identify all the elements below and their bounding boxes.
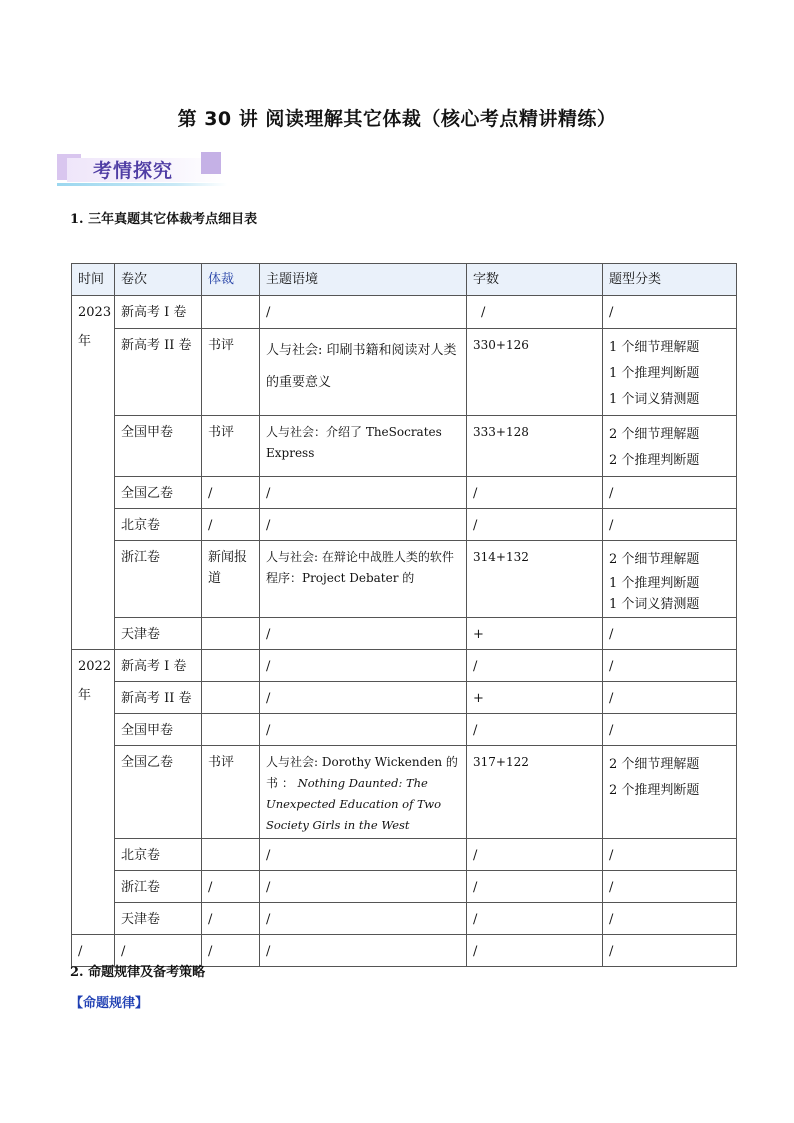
genre-cell: 书评 (202, 329, 260, 416)
genre-cell: / (202, 871, 260, 903)
paper-cell: / (115, 935, 202, 967)
table-row (72, 682, 737, 714)
types-cell: / (603, 650, 737, 682)
page-title: 第 30 讲 阅读理解其它体裁（核心考点精讲精练） (177, 108, 617, 130)
paper-cell: 天津卷 (115, 618, 202, 650)
banner-underline (57, 183, 227, 186)
words-cell: / (467, 903, 603, 935)
words-cell: / (467, 839, 603, 871)
theme-cell: / (260, 296, 467, 329)
table-row (72, 871, 737, 903)
table-row (72, 509, 737, 541)
words-cell: / (467, 935, 603, 967)
paper-cell: 全国乙卷 (115, 477, 202, 509)
words-cell: + (467, 682, 603, 714)
exam-points-table (71, 263, 737, 967)
theme-cell: / (260, 903, 467, 935)
types-cell: 2 个细节理解题 2 个推理判断题 (603, 746, 737, 839)
types-cell: / (603, 935, 737, 967)
genre-cell: 新闻报道 (202, 541, 260, 618)
table-row (72, 714, 737, 746)
theme-cell: / (260, 618, 467, 650)
types-cell: / (603, 871, 737, 903)
words-cell: / (467, 296, 603, 329)
paper-cell: 新高考 I 卷 (115, 650, 202, 682)
genre-cell (202, 650, 260, 682)
theme-cell: / (260, 650, 467, 682)
theme-cell (260, 746, 467, 839)
table-row (72, 477, 737, 509)
year-cell-2022: 2022 年 (72, 650, 115, 935)
theme-cell: 人与社会: 印刷书籍和阅读对人类的重要意义 (260, 329, 467, 416)
banner-label: 考情探究 (93, 160, 174, 182)
words-cell: 317+122 (467, 746, 603, 839)
words-cell: / (467, 509, 603, 541)
types-cell: / (603, 714, 737, 746)
types-cell: 2 个细节理解题 1 个推理判断题 1 个词义猜测题 (603, 541, 737, 618)
genre-cell: / (202, 903, 260, 935)
table-row (72, 903, 737, 935)
section-heading-2: 2. 命题规律及备考策略 (70, 965, 206, 980)
header-theme: 主题语境 (260, 264, 467, 296)
table-row (72, 650, 737, 682)
paper-cell: 天津卷 (115, 903, 202, 935)
types-cell: / (603, 903, 737, 935)
header-types: 题型分类 (603, 264, 737, 296)
header-words: 字数 (467, 264, 603, 296)
genre-cell: / (202, 509, 260, 541)
paper-cell: 北京卷 (115, 509, 202, 541)
genre-cell (202, 839, 260, 871)
time-cell: / (72, 935, 115, 967)
words-cell: / (467, 714, 603, 746)
words-cell: + (467, 618, 603, 650)
header-genre: 体裁 (202, 264, 260, 296)
types-cell: / (603, 618, 737, 650)
theme-cell: / (260, 682, 467, 714)
header-time: 时间 (72, 264, 115, 296)
types-cell: 2 个细节理解题 2 个推理判断题 (603, 416, 737, 477)
types-cell: / (603, 296, 737, 329)
paper-cell: 浙江卷 (115, 871, 202, 903)
paper-cell: 新高考 I 卷 (115, 296, 202, 329)
genre-cell: / (202, 477, 260, 509)
types-cell: / (603, 839, 737, 871)
paper-cell: 浙江卷 (115, 541, 202, 618)
table-row (72, 618, 737, 650)
words-cell: 330+126 (467, 329, 603, 416)
genre-cell (202, 296, 260, 329)
genre-cell (202, 618, 260, 650)
paper-cell: 新高考 II 卷 (115, 329, 202, 416)
paper-cell: 北京卷 (115, 839, 202, 871)
theme-cell: / (260, 509, 467, 541)
paper-cell: 全国甲卷 (115, 416, 202, 477)
genre-cell (202, 714, 260, 746)
words-cell: 333+128 (467, 416, 603, 477)
genre-cell: 书评 (202, 746, 260, 839)
words-cell: / (467, 871, 603, 903)
theme-cell: / (260, 839, 467, 871)
header-paper: 卷次 (115, 264, 202, 296)
genre-cell: / (202, 935, 260, 967)
year-cell-2023: 2023 年 (72, 296, 115, 650)
paper-cell: 全国乙卷 (115, 746, 202, 839)
table-row (72, 746, 737, 839)
theme-cell: / (260, 714, 467, 746)
types-cell: / (603, 509, 737, 541)
types-cell: 1 个细节理解题 1 个推理判断题 1 个词义猜测题 (603, 329, 737, 416)
theme-cell: 人与社会：介绍了 TheSocrates Express (260, 416, 467, 477)
theme-cell: / (260, 871, 467, 903)
theme-cell: 人与社会: 在辩论中战胜人类的软件程序：Project Debater 的 (260, 541, 467, 618)
types-cell: / (603, 477, 737, 509)
words-cell: 314+132 (467, 541, 603, 618)
genre-cell: 书评 (202, 416, 260, 477)
banner-decor-square (201, 152, 221, 174)
theme-cell: / (260, 477, 467, 509)
section-banner (57, 150, 229, 190)
words-cell: / (467, 650, 603, 682)
table-row (72, 541, 737, 618)
genre-cell (202, 682, 260, 714)
table-row (72, 296, 737, 329)
paper-cell: 新高考 II 卷 (115, 682, 202, 714)
words-cell: / (467, 477, 603, 509)
subheading-rules: 【命题规律】 (70, 996, 149, 1011)
table-row (72, 839, 737, 871)
book-title: Nothing Daunted: The Unexpected Education of Two Society Girls in the West (266, 776, 442, 832)
table-row (72, 329, 737, 416)
types-cell: / (603, 682, 737, 714)
theme-cell: / (260, 935, 467, 967)
theme-prefix: 人与社会: Dorothy Wickenden 的书 ： (266, 755, 458, 790)
table-row (72, 416, 737, 477)
section-heading-1: 1. 三年真题其它体裁考点细目表 (70, 212, 258, 227)
paper-cell: 全国甲卷 (115, 714, 202, 746)
